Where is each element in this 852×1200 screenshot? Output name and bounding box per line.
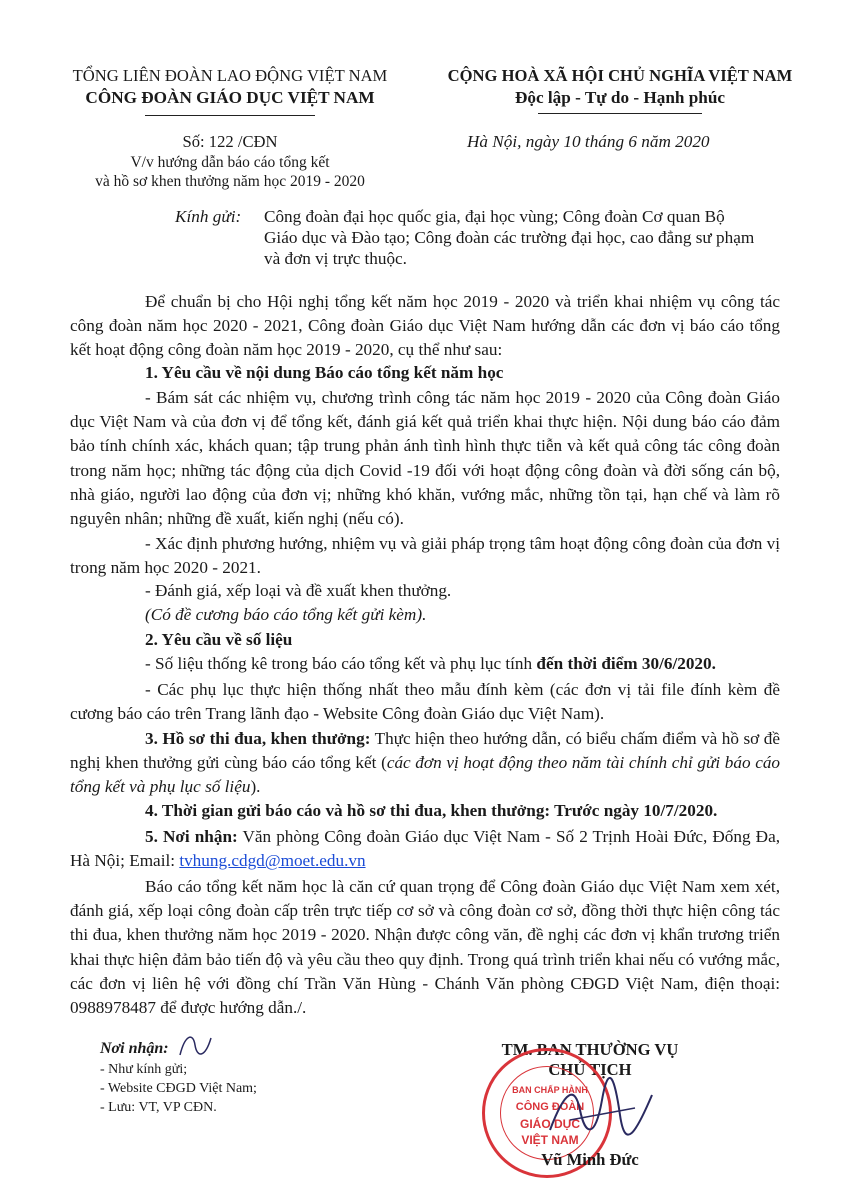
recipient-line-3: và đơn vị trực thuộc. xyxy=(264,249,407,268)
motto-underline xyxy=(538,113,702,114)
section-1-note: (Có đề cương báo cáo tổng kết gửi kèm). xyxy=(145,605,427,624)
section-4-deadline: 4. Thời gian gửi báo cáo và hồ sơ thi đua, khen thưởng: Trước ngày 10/7/2020. xyxy=(145,801,718,820)
section-2-p1-text: - Số liệu thống kê trong báo cáo tổng kết và phụ lục tính xyxy=(145,654,537,673)
closing-paragraph: Báo cáo tổng kết năm học là căn cứ quan trọng để Công đoàn Giáo dục Việt Nam xem xét, đánh giá, xếp loại công đoàn cấp trên trực tiếp cơ sở và công đoàn cơ sở, đồng thời thực hiện công tác thi đua, khen thưởng năm học 2019 - 2020. Nhận được công văn, đề nghị các đơn vị khẩn trương triển khai thực hiện đảm bảo tiến độ và yêu cầu theo quy định. Trong quá trình triển khai nếu có vướng mắc, các đơn vị liên hệ với đồng chí Trần Văn Hùng - Chánh Văn phòng CĐGD Việt Nam, điện thoại: 0988978487 để được hướng dẫn./. xyxy=(70,877,780,1018)
section-2-title: 2. Yêu cầu về số liệu xyxy=(145,630,293,649)
recipients-footer-label: Nơi nhận: xyxy=(100,1040,169,1057)
recipient-label: Kính gửi: xyxy=(175,207,242,226)
sign-title-1: TM. BAN THƯỜNG VỤ xyxy=(501,1040,679,1059)
subject-line-2: và hồ sơ khen thưởng năm học 2019 - 2020 xyxy=(95,173,365,190)
recipient-line-2: Giáo dục và Đào tạo; Công đoàn các trường đại học, cao đẳng sư phạm xyxy=(264,228,755,247)
recipients-footer-1: - Như kính gửi; xyxy=(100,1062,188,1077)
section-5-paragraph xyxy=(70,825,780,873)
section-3-italic: các đơn vị hoạt động theo năm tài chính chỉ gửi báo cáo tổng kết và phụ lục số liệu xyxy=(70,753,781,797)
seal-line-3: GIÁO DỤC xyxy=(520,1117,580,1131)
org-parent: TỔNG LIÊN ĐOÀN LAO ĐỘNG VIỆT NAM xyxy=(72,66,388,85)
recipients-footer-3: - Lưu: VT, VP CĐN. xyxy=(100,1100,217,1115)
recipient-line-1: Công đoàn đại học quốc gia, đại học vùng; Công đoàn Cơ quan Bộ xyxy=(264,207,725,226)
section-3-title: 3. Hồ sơ thi đua, khen thưởng: xyxy=(145,729,371,748)
section-1-title: 1. Yêu cầu về nội dung Báo cáo tổng kết năm học xyxy=(145,363,504,382)
section-1-paragraph-2: - Xác định phương hướng, nhiệm vụ và giải pháp trọng tâm hoạt động công đoàn của đơn vị trong năm học 2020 - 2021. xyxy=(70,534,780,578)
section-3-paragraph xyxy=(70,727,780,800)
seal-line-1: BAN CHẤP HÀNH xyxy=(512,1085,588,1095)
section-1-paragraph-1: - Bám sát các nhiệm vụ, chương trình công tác năm học 2019 - 2020 của Công đoàn Giáo dục Việt Nam và của đơn vị để tổng kết, đánh giá kết quả triển khai thực hiện. Nội dung báo cáo đảm bảo tính chính xác, khách quan; tập trung phản ánh tình hình thực tiễn và kết quả công tác công đoàn trong năm học; những tác động của dịch Covid -19 đối với hoạt động công đoàn và đời sống cán bộ, nhà giáo, người lao động của đơn vị; những khó khăn, vướng mắc, những tồn tại, hạn chế và làm rõ nguyên nhân; những đề xuất, kiến nghị (nếu có). xyxy=(70,388,780,529)
seal-line-4: VIỆT NAM xyxy=(521,1133,579,1147)
document-number: Số: 122 /CĐN xyxy=(182,132,278,151)
section-2-paragraph-1 xyxy=(145,654,716,674)
place-date: Hà Nội, ngày 10 tháng 6 năm 2020 xyxy=(467,132,710,151)
section-5-title: 5. Nơi nhận: xyxy=(145,827,238,846)
email-link[interactable]: tvhung.cdgd@moet.edu.vn xyxy=(179,851,366,871)
org-underline xyxy=(145,115,315,116)
section-3-end: ). xyxy=(250,777,261,797)
org-name: CÔNG ĐOÀN GIÁO DỤC VIỆT NAM xyxy=(85,88,375,107)
motto: Độc lập - Tự do - Hạnh phúc xyxy=(514,88,726,107)
sign-title-2: CHỦ TỊCH xyxy=(548,1060,632,1079)
section-2-paragraph-2: - Các phụ lục thực hiện thống nhất theo mẫu đính kèm (các đơn vị tải file đính kèm đề cương báo cáo trên Trang lãnh đạo - Website Công đoàn Giáo dục Việt Nam). xyxy=(70,680,780,724)
intro-paragraph: Để chuẩn bị cho Hội nghị tổng kết năm học 2019 - 2020 và triển khai nhiệm vụ công tác công đoàn năm học 2020 - 2021, Công đoàn Giáo dục Việt Nam hướng dẫn các đơn vị báo cáo tổng kết hoạt động công đoàn năm học 2019 - 2020, cụ thể như sau: xyxy=(70,292,780,360)
recipients-footer-2: - Website CĐGD Việt Nam; xyxy=(100,1081,257,1096)
subject-line-1: V/v hướng dẫn báo cáo tổng kết xyxy=(130,154,330,171)
handwritten-signature xyxy=(540,1070,660,1150)
section-2-p1-deadline: đến thời điểm 30/6/2020. xyxy=(536,654,716,673)
section-3-text: Thực hiện theo hướng dẫn, có biểu chấm điểm và hồ sơ đề nghị khen thưởng gửi cùng báo cáo tổng kết ( xyxy=(70,729,780,773)
section-5-text: Văn phòng Công đoàn Giáo dục Việt Nam - Số 2 Trịnh Hoài Đức, Đống Đa, Hà Nội; Email: xyxy=(70,827,780,871)
country-name: CỘNG HOÀ XÃ HỘI CHỦ NGHĨA VIỆT NAM xyxy=(447,66,793,85)
initials-mark xyxy=(175,1030,215,1060)
signer-name: Vũ Minh Đức xyxy=(541,1150,639,1169)
section-1-paragraph-3: - Đánh giá, xếp loại và đề xuất khen thưởng. xyxy=(145,581,452,600)
seal-line-2: CÔNG ĐOÀN xyxy=(515,1101,585,1113)
